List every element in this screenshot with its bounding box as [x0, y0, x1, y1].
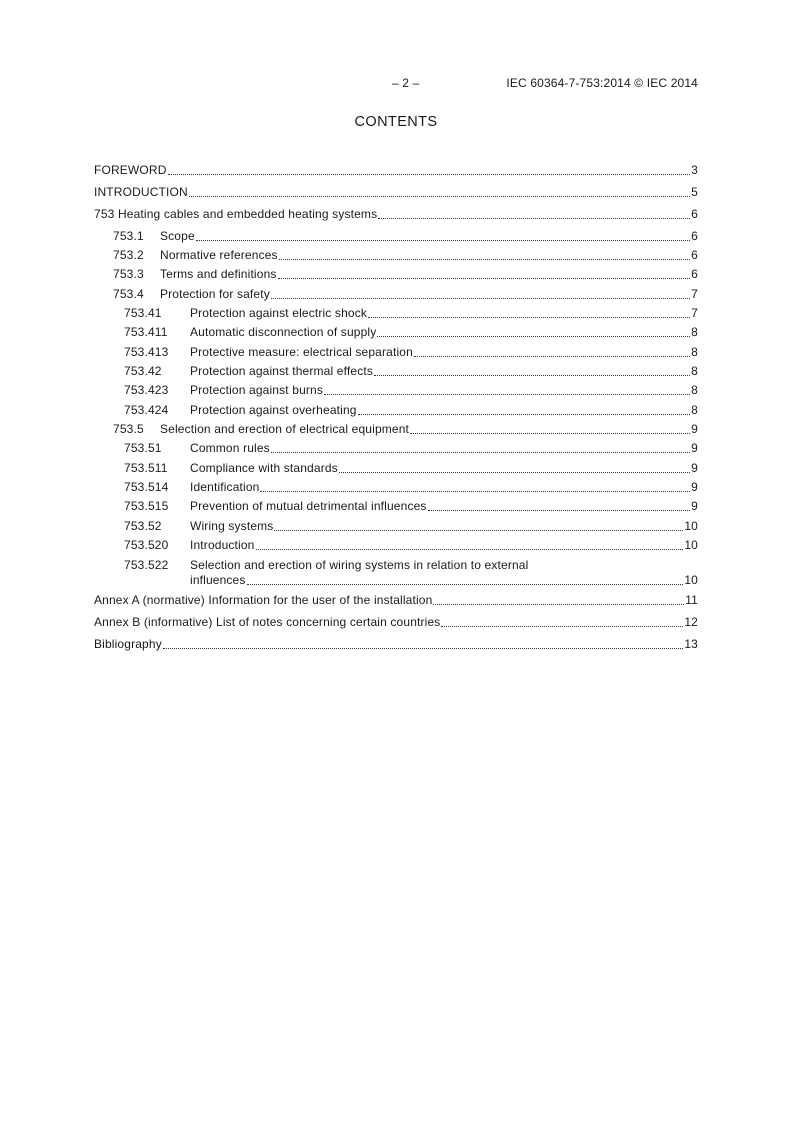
toc-entry-page: 8: [691, 364, 698, 378]
toc-entry-753-514[interactable]: [94, 480, 698, 495]
toc-entry-page: 11: [685, 593, 698, 607]
toc-entry-number: 753.42: [124, 364, 162, 378]
toc-entry-text: Introduction: [190, 538, 255, 552]
toc-entry-page: 8: [691, 403, 698, 417]
toc-entry-number: 753.522: [124, 558, 169, 572]
toc-entry-text: Protection against burns: [190, 383, 324, 397]
toc-entry-number: 753.3: [113, 267, 144, 281]
toc-entry-number: 753.411: [124, 325, 168, 339]
toc-entry-text: Wiring systems: [190, 519, 274, 533]
toc-entry-page: 7: [691, 287, 698, 301]
toc-entry-page: 3: [691, 163, 698, 177]
toc-entry-753-51[interactable]: [94, 441, 698, 456]
toc-entry-753-52[interactable]: [94, 519, 698, 534]
toc-entry-page: 9: [691, 441, 698, 455]
toc-entry-753-3[interactable]: [94, 267, 698, 282]
toc-entry-753-42[interactable]: [94, 364, 698, 379]
toc-entry-text: Selection and erection of wiring systems in relation to external: [190, 558, 529, 572]
toc-entry-text: Protection against overheating: [190, 403, 357, 417]
toc-entry-753-41[interactable]: [94, 306, 698, 321]
toc-entry-page: 9: [691, 499, 698, 513]
toc-entry-page: 6: [691, 229, 698, 243]
toc-entry-753-515[interactable]: [94, 499, 698, 514]
toc-entry-number: 753.51: [124, 441, 162, 455]
toc-entry-text-continued: influences: [190, 573, 246, 587]
toc-entry-text: Protection against thermal effects: [190, 364, 373, 378]
toc-entry-bibliography[interactable]: [94, 637, 698, 652]
toc-entry-annex-b[interactable]: [94, 615, 698, 630]
toc-entry-text: Annex B (informative) List of notes concerning certain countries: [94, 615, 441, 629]
toc-entry-text: Selection and erection of electrical equipment: [160, 422, 410, 436]
toc-entry-page: 6: [691, 267, 698, 281]
toc-entry-753-413[interactable]: [94, 345, 698, 360]
toc-entry-number: 753.1: [113, 229, 144, 243]
toc-entry-number: 753.4: [113, 287, 144, 301]
toc-entry-753-424[interactable]: [94, 403, 698, 418]
toc-entry-753-2[interactable]: [94, 248, 698, 263]
toc-entry-text: Terms and definitions: [160, 267, 277, 281]
toc-entry-text: INTRODUCTION: [94, 185, 188, 199]
page-title: CONTENTS: [354, 114, 438, 130]
toc-entry-number: 753.5: [113, 422, 144, 436]
toc-entry-annex-a[interactable]: [94, 593, 698, 608]
toc-entry-text: Common rules: [190, 441, 270, 455]
toc-entry-page: 12: [684, 615, 698, 629]
toc-entry-page: 9: [691, 422, 698, 436]
toc-entry-753-520[interactable]: [94, 538, 698, 553]
toc-entry-number: 753.2: [113, 248, 144, 262]
toc-entry-number: 753.413: [124, 345, 169, 359]
toc-entry-page: 10: [684, 519, 698, 533]
toc-entry-page: 5: [691, 185, 698, 199]
toc-entry-753-411[interactable]: [94, 325, 698, 340]
toc-entry-text: Annex A (normative) Information for the user of the installation: [94, 593, 433, 607]
toc-entry-text: Identification: [190, 480, 260, 494]
toc-entry-number: 753.424: [124, 403, 169, 417]
page-number: – 2 –: [392, 76, 420, 90]
toc-entry-number: 753.511: [124, 461, 168, 475]
toc-entry-number: 753.514: [124, 480, 169, 494]
toc-entry-number: 753.520: [124, 538, 169, 552]
toc-entry-introduction[interactable]: [94, 185, 698, 200]
toc-entry-page: 8: [691, 345, 698, 359]
toc-entry-753-511[interactable]: [94, 461, 698, 476]
toc-entry-number: 753.423: [124, 383, 169, 397]
toc-entry-page: 9: [691, 461, 698, 475]
toc-entry-753-4[interactable]: [94, 287, 698, 302]
toc-entry-page: 10: [684, 573, 698, 587]
toc-entry-page: 6: [691, 248, 698, 262]
toc-entry-page: 7: [691, 306, 698, 320]
toc-entry-page: 13: [684, 637, 698, 651]
toc-entry-text: Compliance with standards: [190, 461, 338, 475]
toc-entry-text: Scope: [160, 229, 195, 243]
toc-entry-foreword[interactable]: [94, 163, 698, 178]
toc-entry-text: Bibliography: [94, 637, 162, 651]
toc-entry-text: Protective measure: electrical separation: [190, 345, 413, 359]
toc-entry-text: Automatic disconnection of supply: [190, 325, 377, 339]
document-reference: IEC 60364-7-753:2014 © IEC 2014: [506, 76, 698, 90]
toc-entry-number: 753.41: [124, 306, 162, 320]
toc-entry-text: 753 Heating cables and embedded heating systems: [94, 207, 378, 221]
page-header: [94, 76, 698, 92]
toc-entry-text: Protection for safety: [160, 287, 270, 301]
toc-entry-753-423[interactable]: [94, 383, 698, 398]
toc-entry-text: FOREWORD: [94, 163, 167, 177]
toc-entry-753[interactable]: [94, 207, 698, 222]
toc-entry-page: 8: [691, 325, 698, 339]
toc-entry-page: 10: [684, 538, 698, 552]
toc-entry-text: Protection against electric shock: [190, 306, 368, 320]
toc-entry-number: 753.52: [124, 519, 162, 533]
toc-entry-number: 753.515: [124, 499, 169, 513]
toc-entry-page: 9: [691, 480, 698, 494]
toc-entry-753-522[interactable]: [94, 558, 698, 588]
toc-entry-page: 6: [691, 207, 698, 221]
toc-entry-753-5[interactable]: [94, 422, 698, 437]
toc-entry-753-1[interactable]: [94, 229, 698, 244]
toc-entry-text: Normative references: [160, 248, 278, 262]
toc-entry-text: Prevention of mutual detrimental influences: [190, 499, 427, 513]
toc-entry-page: 8: [691, 383, 698, 397]
